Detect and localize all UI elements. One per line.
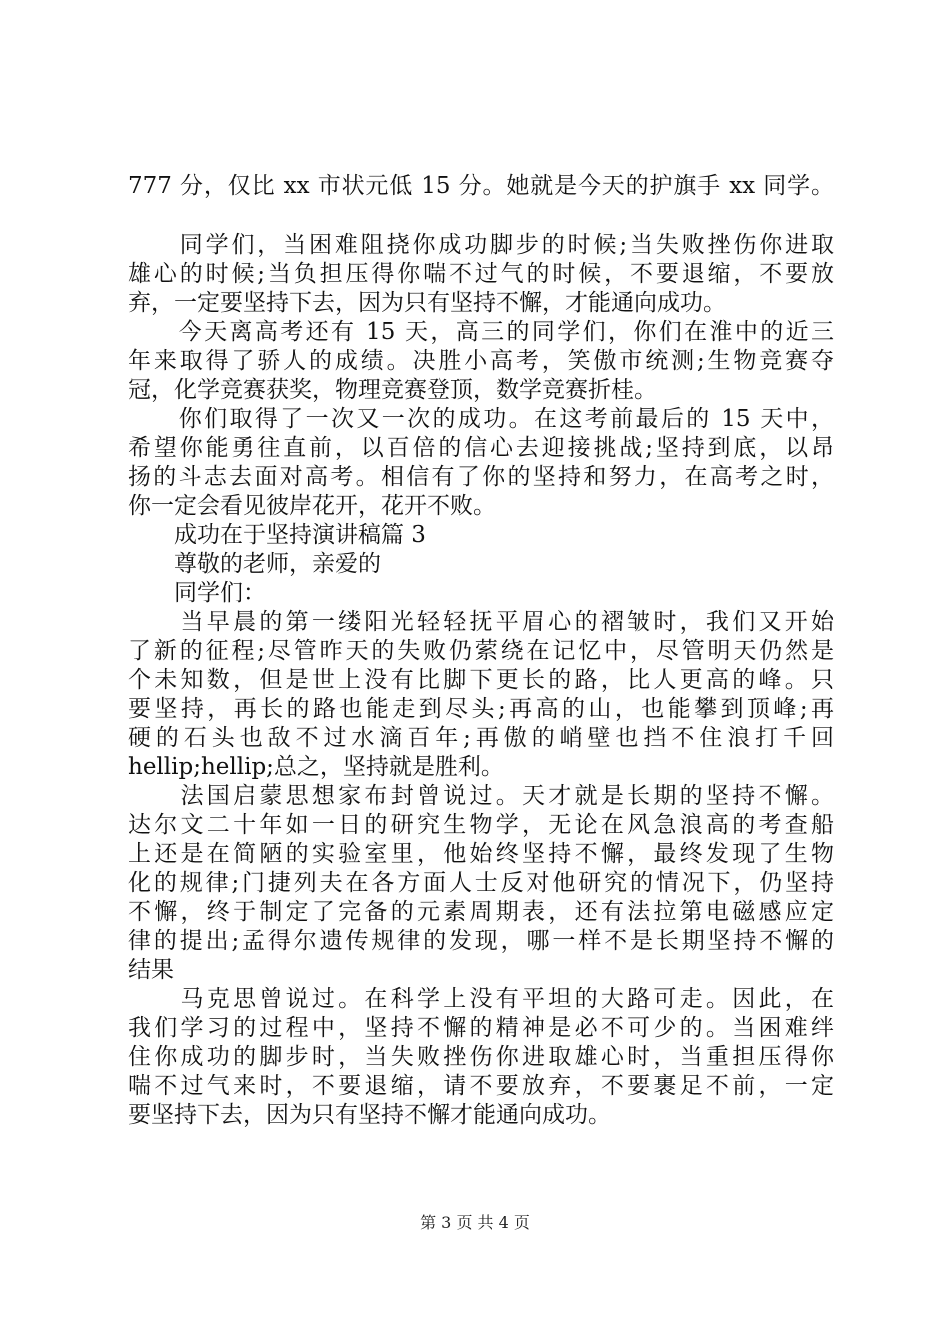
text-line-12: 你一定会看见彼岸花开，花开不败。 — [128, 493, 496, 519]
text-line-8: 冠，化学竞赛获奖，物理竞赛登顶，数学竞赛折桂。 — [128, 377, 657, 403]
text-line-17: 了新的征程;尽管昨天的失败仍萦绕在记忆中，尽管明天仍然是 — [128, 638, 834, 664]
text-line-23: 达尔文二十年如一日的研究生物学，无论在风急浪高的考查船 — [128, 812, 834, 838]
text-line-29: 马克思曾说过。在科学上没有平坦的大路可走。因此，在 — [128, 986, 834, 1012]
text-line-16: 当早晨的第一缕阳光轻轻抚平眉心的褶皱时，我们又开始 — [128, 609, 834, 635]
text-line-5: 弃，一定要坚持下去，因为只有坚持不懈，才能通向成功。 — [128, 290, 726, 316]
text-line-31: 住你成功的脚步时，当失败挫伤你进取雄心时，当重担压得你 — [128, 1044, 834, 1070]
page-footer: 第 3 页 共 4 页 — [420, 1213, 530, 1232]
text-line-18: 个未知数，但是世上没有比脚下更长的路，比人更高的峰。只 — [128, 667, 834, 693]
text-line-22: 法国启蒙思想家布封曾说过。天才就是长期的坚持不懈。 — [128, 783, 834, 809]
text-line-6: 今天离高考还有 15 天，高三的同学们，你们在淮中的近三 — [128, 319, 834, 345]
text-line-24: 上还是在简陋的实验室里，他始终坚持不懈，最终发现了生物 — [128, 841, 834, 867]
section-heading: 成功在于坚持演讲稿篇 3 — [128, 522, 426, 548]
text-line-27: 律的提出;孟得尔遗传规律的发现，哪一样不是长期坚持不懈的 — [128, 928, 834, 954]
paragraph-gap — [128, 201, 834, 231]
text-line-7: 年来取得了骄人的成绩。决胜小高考，笑傲市统测;生物竞赛夺 — [128, 348, 834, 374]
salutation-line: 尊敬的老师，亲爱的 — [128, 551, 381, 577]
text-line-21: hellip;hellip;总之，坚持就是胜利。 — [128, 754, 504, 780]
text-line-11: 扬的斗志去面对高考。相信有了你的坚持和努力，在高考之时， — [128, 464, 834, 490]
text-line-26: 不懈，终于制定了完备的元素周期表，还有法拉第电磁感应定 — [128, 899, 834, 925]
text-line-9: 你们取得了一次又一次的成功。在这考前最后的 15 天中， — [128, 406, 834, 432]
text-line-32: 喘不过气来时，不要退缩，请不要放弃，不要裹足不前，一定 — [128, 1073, 834, 1099]
text-line-30: 我们学习的过程中，坚持不懈的精神是必不可少的。当困难绊 — [128, 1015, 834, 1041]
document-body — [128, 172, 834, 1130]
text-line-1: 777 分，仅比 xx 市状元低 15 分。她就是今天的护旗手 xx 同学。 — [128, 173, 834, 199]
text-line-19: 要坚持，再长的路也能走到尽头;再高的山，也能攀到顶峰;再 — [128, 696, 834, 722]
text-line-3: 同学们，当困难阻挠你成功脚步的时候;当失败挫伤你进取 — [128, 232, 834, 258]
text-line-25: 化的规律;门捷列夫在各方面人士反对他研究的情况下，仍坚持 — [128, 870, 834, 896]
text-line-20: 硬的石头也敌不过水滴百年;再傲的峭壁也挡不住浪打千回 — [128, 725, 834, 751]
text-line-4: 雄心的时候;当负担压得你喘不过气的时候，不要退缩，不要放 — [128, 261, 834, 287]
text-line-28: 结果 — [128, 957, 174, 983]
salutation-line-2: 同学们： — [128, 580, 266, 606]
text-line-10: 希望你能勇往直前，以百倍的信心去迎接挑战;坚持到底，以昂 — [128, 435, 834, 461]
text-line-33: 要坚持下去，因为只有坚持不懈才能通向成功。 — [128, 1102, 611, 1128]
